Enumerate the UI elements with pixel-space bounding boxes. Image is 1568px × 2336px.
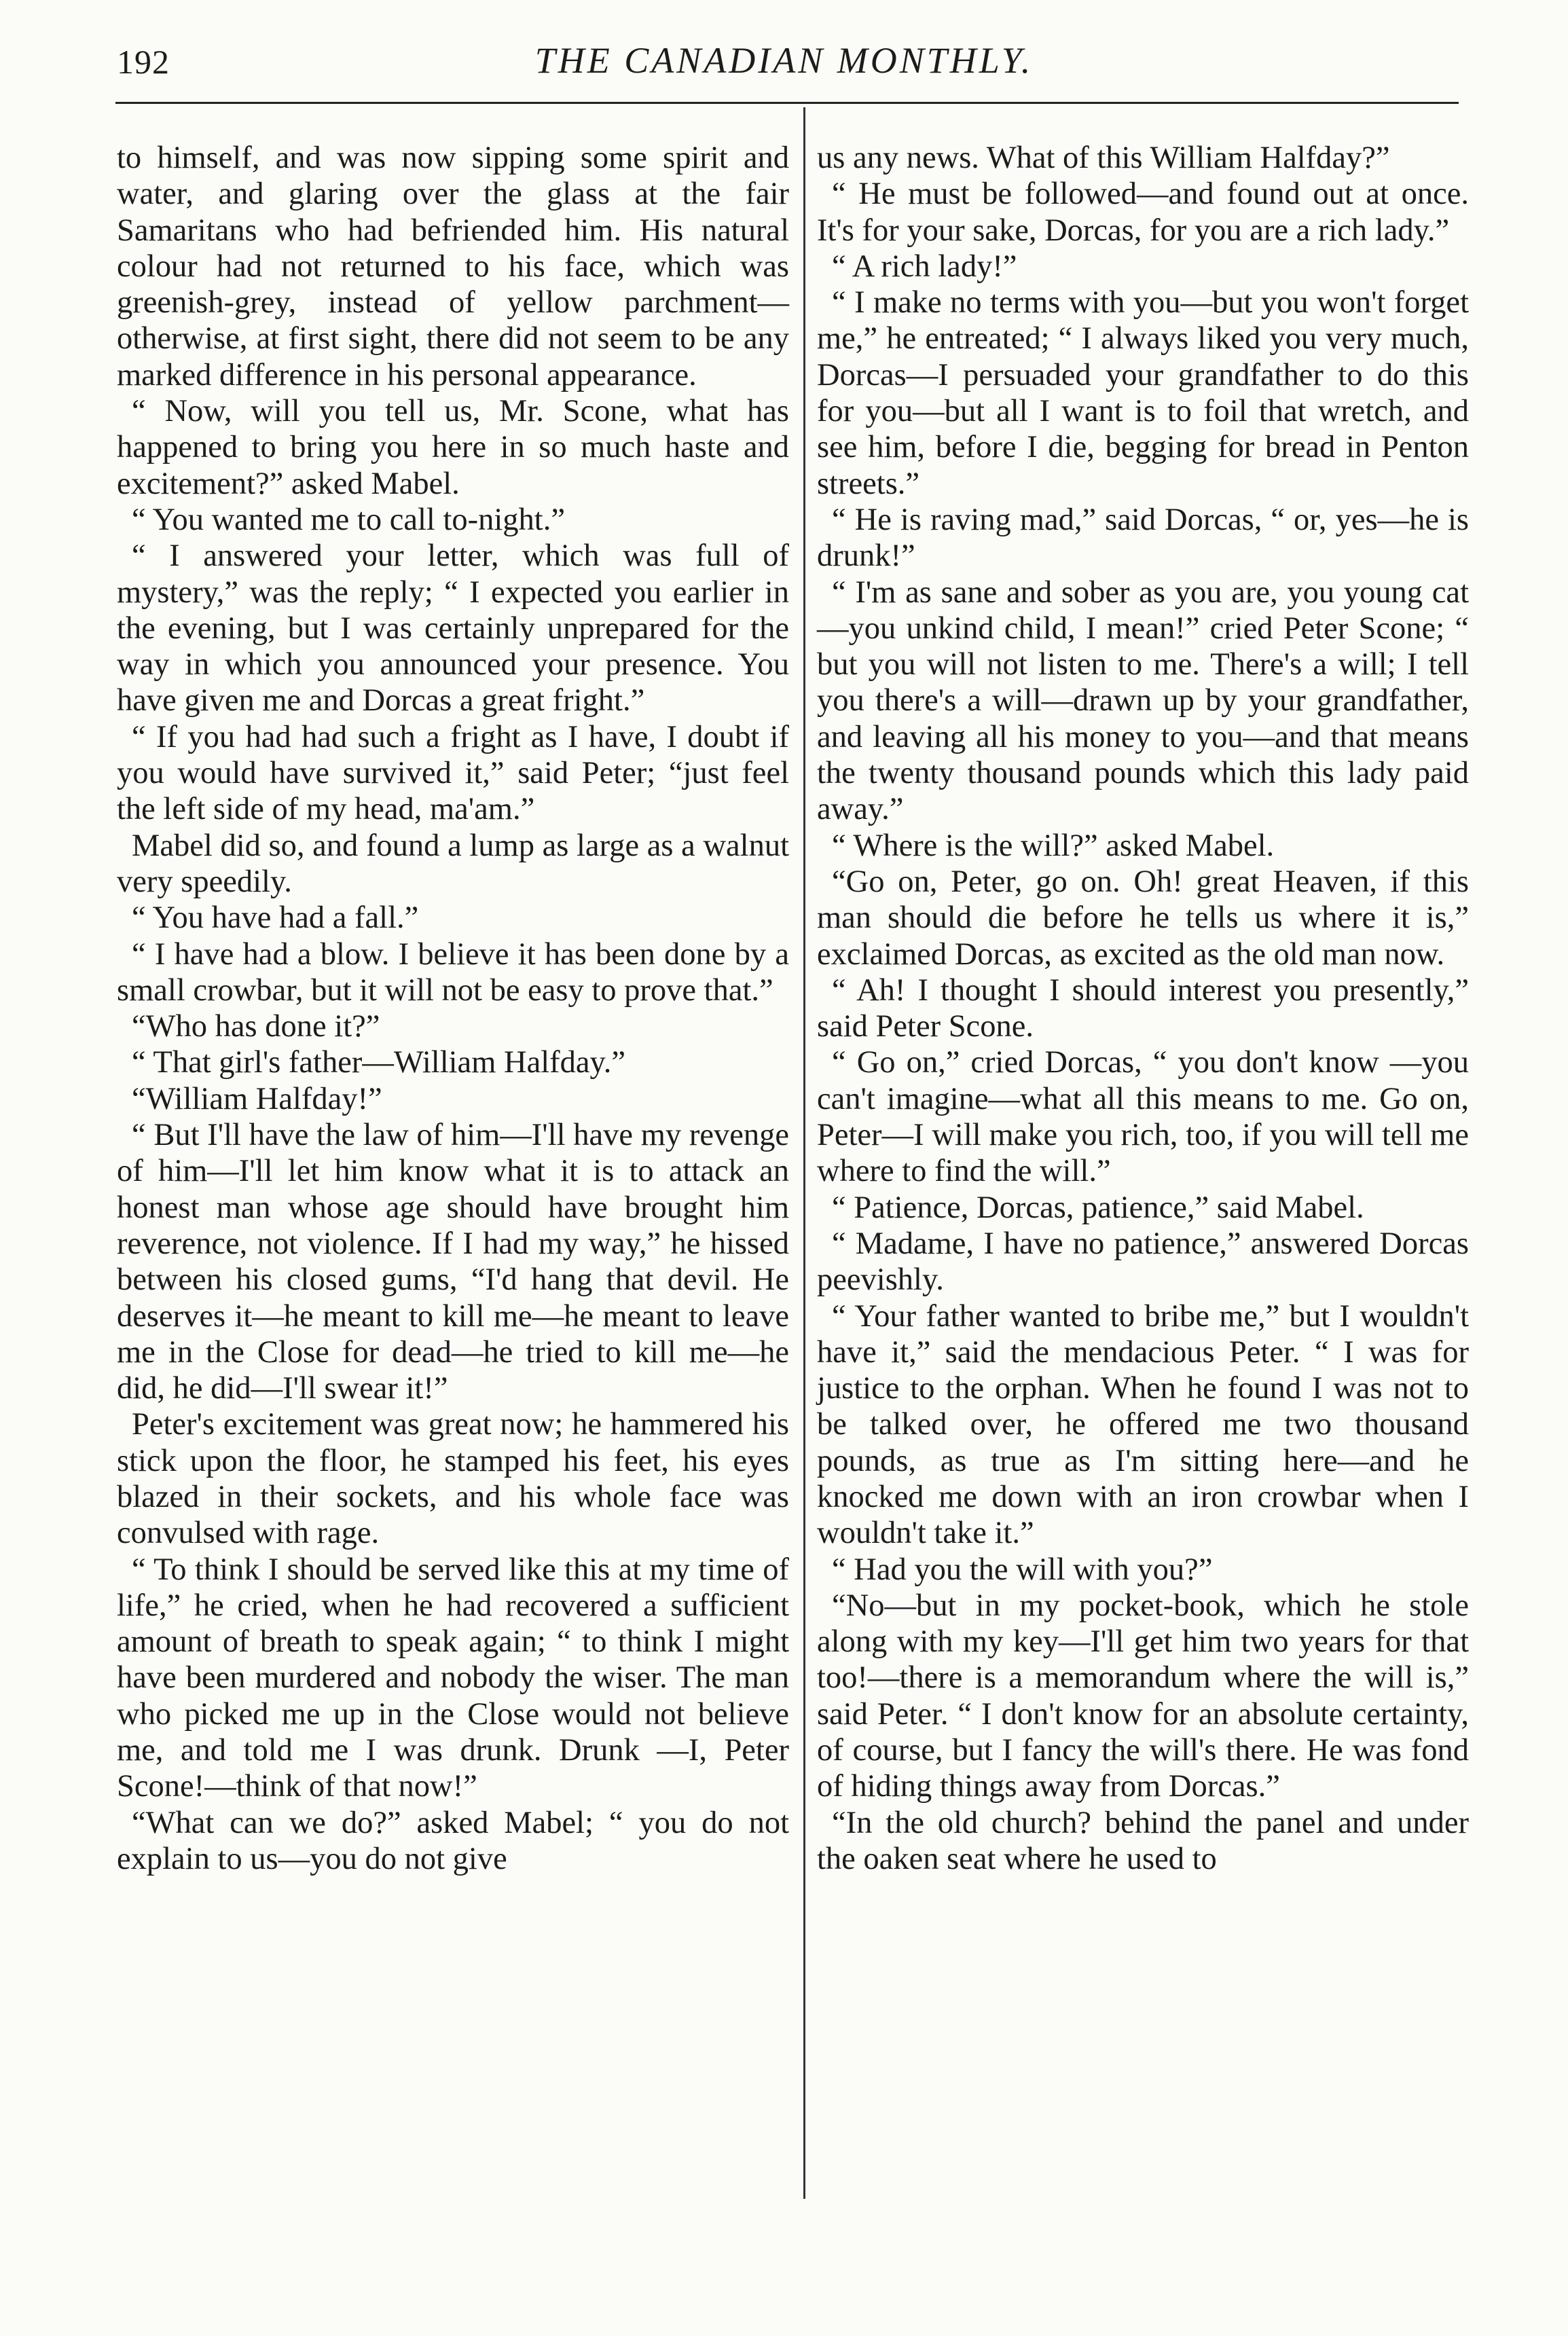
paragraph: “Go on, Peter, go on. Oh! great Heaven, if this man should die before he tells us where it is,” exclaimed Dorcas, as excited as the old man now. bbox=[817, 864, 1469, 972]
paragraph: “ I'm as sane and sober as you are, you young cat—you unkind child, I mean!” cried Peter Scone; “ but you will not listen to me. There's a will; I tell you there's a will—drawn up by your grandfather, and leaving all his money to you—and that means the twenty thousand pounds which this lady paid away.” bbox=[817, 574, 1469, 827]
paragraph: “ I make no terms with you—but you won't forget me,” he entreated; “ I always liked you very much, Dorcas—I persuaded your grandfather to do this for you—but all I want is to foil that wretch, and see him, before I die, begging for bread in Penton streets.” bbox=[817, 285, 1469, 501]
right-column bbox=[817, 140, 1469, 1877]
paragraph: “Who has done it?” bbox=[132, 1009, 380, 1044]
paragraph: “ Madame, I have no patience,” answered Dorcas peevishly. bbox=[817, 1226, 1469, 1298]
paragraph: us any news. What of this William Halfday?” bbox=[817, 141, 1390, 175]
paragraph: “ Patience, Dorcas, patience,” said Mabel. bbox=[832, 1190, 1364, 1225]
page-number: 192 bbox=[117, 43, 170, 81]
paragraph: to himself, and was now sipping some spirit and water, and glaring over the glass at the fair Samaritans who had befriended him. His natural colour had not returned to his face, which was greenish-grey, instead of yellow parchment—otherwise, at first sight, there did not seem to be any marked difference in his personal appearance. bbox=[117, 141, 789, 393]
paragraph: “No—but in my pocket-book, which he stole along with my key—I'll get him two years for that too!—there is a memorandum where the will is,” said Peter. “ I don't know for an absolute certainty, of course, but I fancy the will's there. He was fond of hiding things away from Dorcas.” bbox=[817, 1588, 1469, 1804]
paragraph: “ Where is the will?” asked Mabel. bbox=[832, 828, 1275, 863]
paragraph: “ He is raving mad,” said Dorcas, “ or, yes—he is drunk!” bbox=[817, 502, 1469, 574]
paragraph: “ Ah! I thought I should interest you presently,” said Peter Scone. bbox=[817, 972, 1469, 1044]
paragraph: Mabel did so, and found a lump as large as a walnut very speedily. bbox=[117, 828, 789, 899]
paragraph: “ You wanted me to call to-night.” bbox=[132, 502, 565, 537]
paragraph: “ You have had a fall.” bbox=[132, 900, 419, 936]
paragraph: “What can we do?” asked Mabel; “ you do not explain to us—you do not give bbox=[117, 1805, 789, 1876]
header-rule bbox=[115, 102, 1459, 104]
paragraph: “ Now, will you tell us, Mr. Scone, what has happened to bring you here in so much haste and excitement?” asked Mabel. bbox=[117, 394, 789, 501]
paragraph: “ That girl's father—William Halfday.” bbox=[132, 1045, 625, 1080]
paragraph: “ Your father wanted to bribe me,” but I wouldn't have it,” said the mendacious Peter. “ I was for justice to the orphan. When he found I was not to be talked over, he offered me two thousand pounds, as true as I'm sitting here—and he knocked me down with an iron crowbar when I wouldn't take it.” bbox=[817, 1298, 1469, 1551]
paragraph: “ Had you the will with you?” bbox=[832, 1552, 1213, 1587]
paragraph: “ I have had a blow. I believe it has been done by a small crowbar, but it will not be easy to prove that.” bbox=[117, 936, 789, 1008]
paragraph: “ But I'll have the law of him—I'll have my revenge of him—I'll let him know what it is to attack an honest man whose age should have brought him reverence, not violence. If I had my way,” he hissed between his closed gums, “I'd hang that devil. He deserves it—he meant to kill me—he meant to leave me in the Close for dead—he tried to kill me—he did, he did—I'll swear it!” bbox=[117, 1118, 789, 1406]
paragraph: “ To think I should be served like this at my time of life,” he cried, when he had recovered a sufficient amount of breath to speak again; “ to think I might have been murdered and nobody the wiser. The man who picked me up in the Close would not believe me, and told me I was drunk. Drunk —I, Peter Scone!—think of that now!” bbox=[117, 1552, 789, 1804]
paragraph: Peter's excitement was great now; he hammered his stick upon the floor, he stamped his feet, his eyes blazed in their sockets, and his whole face was convulsed with rage. bbox=[117, 1407, 789, 1551]
running-title: THE CANADIAN MONTHLY. bbox=[534, 40, 1034, 81]
column-divider bbox=[803, 107, 805, 2199]
paragraph: “ A rich lady!” bbox=[832, 249, 1017, 284]
paragraph: “William Halfday!” bbox=[132, 1081, 382, 1116]
paragraph: “ He must be followed—and found out at once. It's for your sake, Dorcas, for you are a rich lady.” bbox=[817, 177, 1469, 248]
paragraph: “ If you had had such a fright as I have, I doubt if you would have survived it,” said Peter; “just feel the left side of my head, ma'am.” bbox=[117, 719, 789, 827]
left-column bbox=[117, 140, 789, 1877]
paragraph: “ I answered your letter, which was full of mystery,” was the reply; “ I expected you earlier in the evening, but I was certainly unprepared for the way in which you announced your presence. You have given me and Dorcas a great fright.” bbox=[117, 539, 789, 718]
paragraph: “In the old church? behind the panel and under the oaken seat where he used to bbox=[817, 1805, 1469, 1876]
paragraph: “ Go on,” cried Dorcas, “ you don't know —you can't imagine—what all this means to me. Go on, Peter—I will make you rich, too, if you will tell me where to find the will.” bbox=[817, 1045, 1469, 1189]
page-header bbox=[0, 0, 1568, 109]
